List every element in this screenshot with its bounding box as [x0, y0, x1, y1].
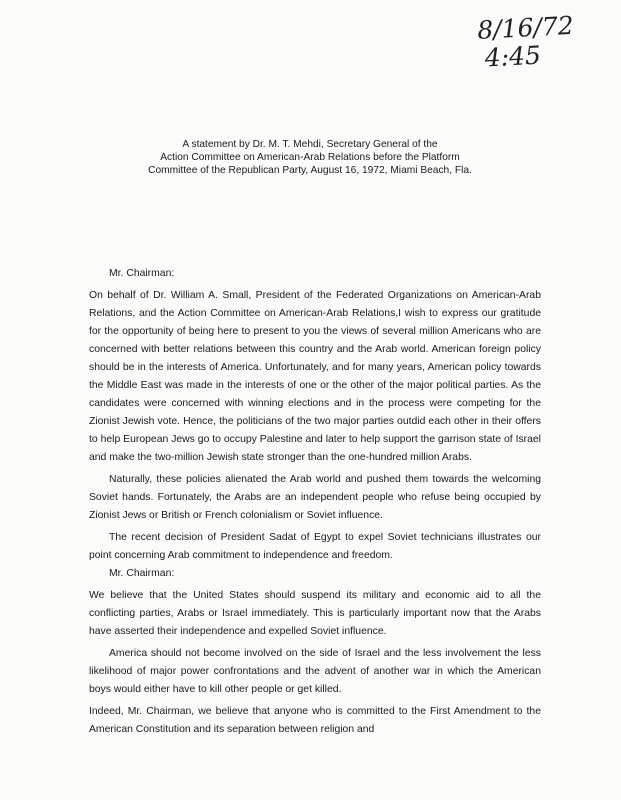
handwritten-annotation: [477, 11, 590, 73]
heading-line: Action Committee on American-Arab Relations before the Platform: [160, 152, 460, 163]
paragraph: Indeed, Mr. Chairman, we believe that anyone who is committed to the First Amendment to the American Constitution and its separation between religion and: [89, 706, 541, 735]
handwritten-time: 4:45: [484, 40, 542, 73]
statement-heading: [112, 138, 508, 177]
handwritten-date: 8/16/72: [476, 10, 575, 45]
salutation: Mr. Chairman:: [109, 268, 175, 279]
heading-line: Committee of the Republican Party, August 16, 1972, Miami Beach, Fla.: [148, 165, 472, 176]
salutation: Mr. Chairman:: [109, 568, 175, 579]
statement-body: [89, 265, 541, 743]
paragraph: On behalf of Dr. William A. Small, President of the Federated Organizations on American-Arab Relations, and the Action Committee on American-Arab Relations,I wish to express our gratitude for the opportunity of being here to present to you the views of several million Americans who are concerned with better relations between this country and the Arab world. American foreign policy should be in the interests of America. Unfortunately, and for many years, American policy towards the Middle East was made in the interests of one or the other of the major political parties. As the candidates were concerned with winning elections and in the process were competing for the Zionist Jewish vote. Hence, the politicians of the two major parties outdid each other in their offers to help European Jews go to occupy Palestine and later to help support the garrison state of Israel and make the two-million Jewish state stronger than the one-hundred million Arabs.: [89, 290, 541, 463]
paragraph: Naturally, these policies alienated the Arab world and pushed them towards the welcoming Soviet hands. Fortunately, the Arabs are an independent people who refuse being occupied by Zionist Jews or British or French colonialism or Soviet influence.: [89, 474, 541, 521]
heading-line: A statement by Dr. M. T. Mehdi, Secretary General of the: [182, 139, 438, 150]
paragraph: America should not become involved on the side of Israel and the less involvement the less likelihood of major power confrontations and the advent of another war in which the American boys would either have to kill other people or get killed.: [89, 648, 541, 695]
paragraph: We believe that the United States should suspend its military and economic aid to all the conflicting parties, Arabs or Israel immediately. This is particularly important now that the Arabs have asserted their independence and expelled Soviet influence.: [89, 590, 541, 637]
paragraph: The recent decision of President Sadat of Egypt to expel Soviet technicians illustrates our point concerning Arab commitment to independence and freedom.: [89, 532, 541, 561]
